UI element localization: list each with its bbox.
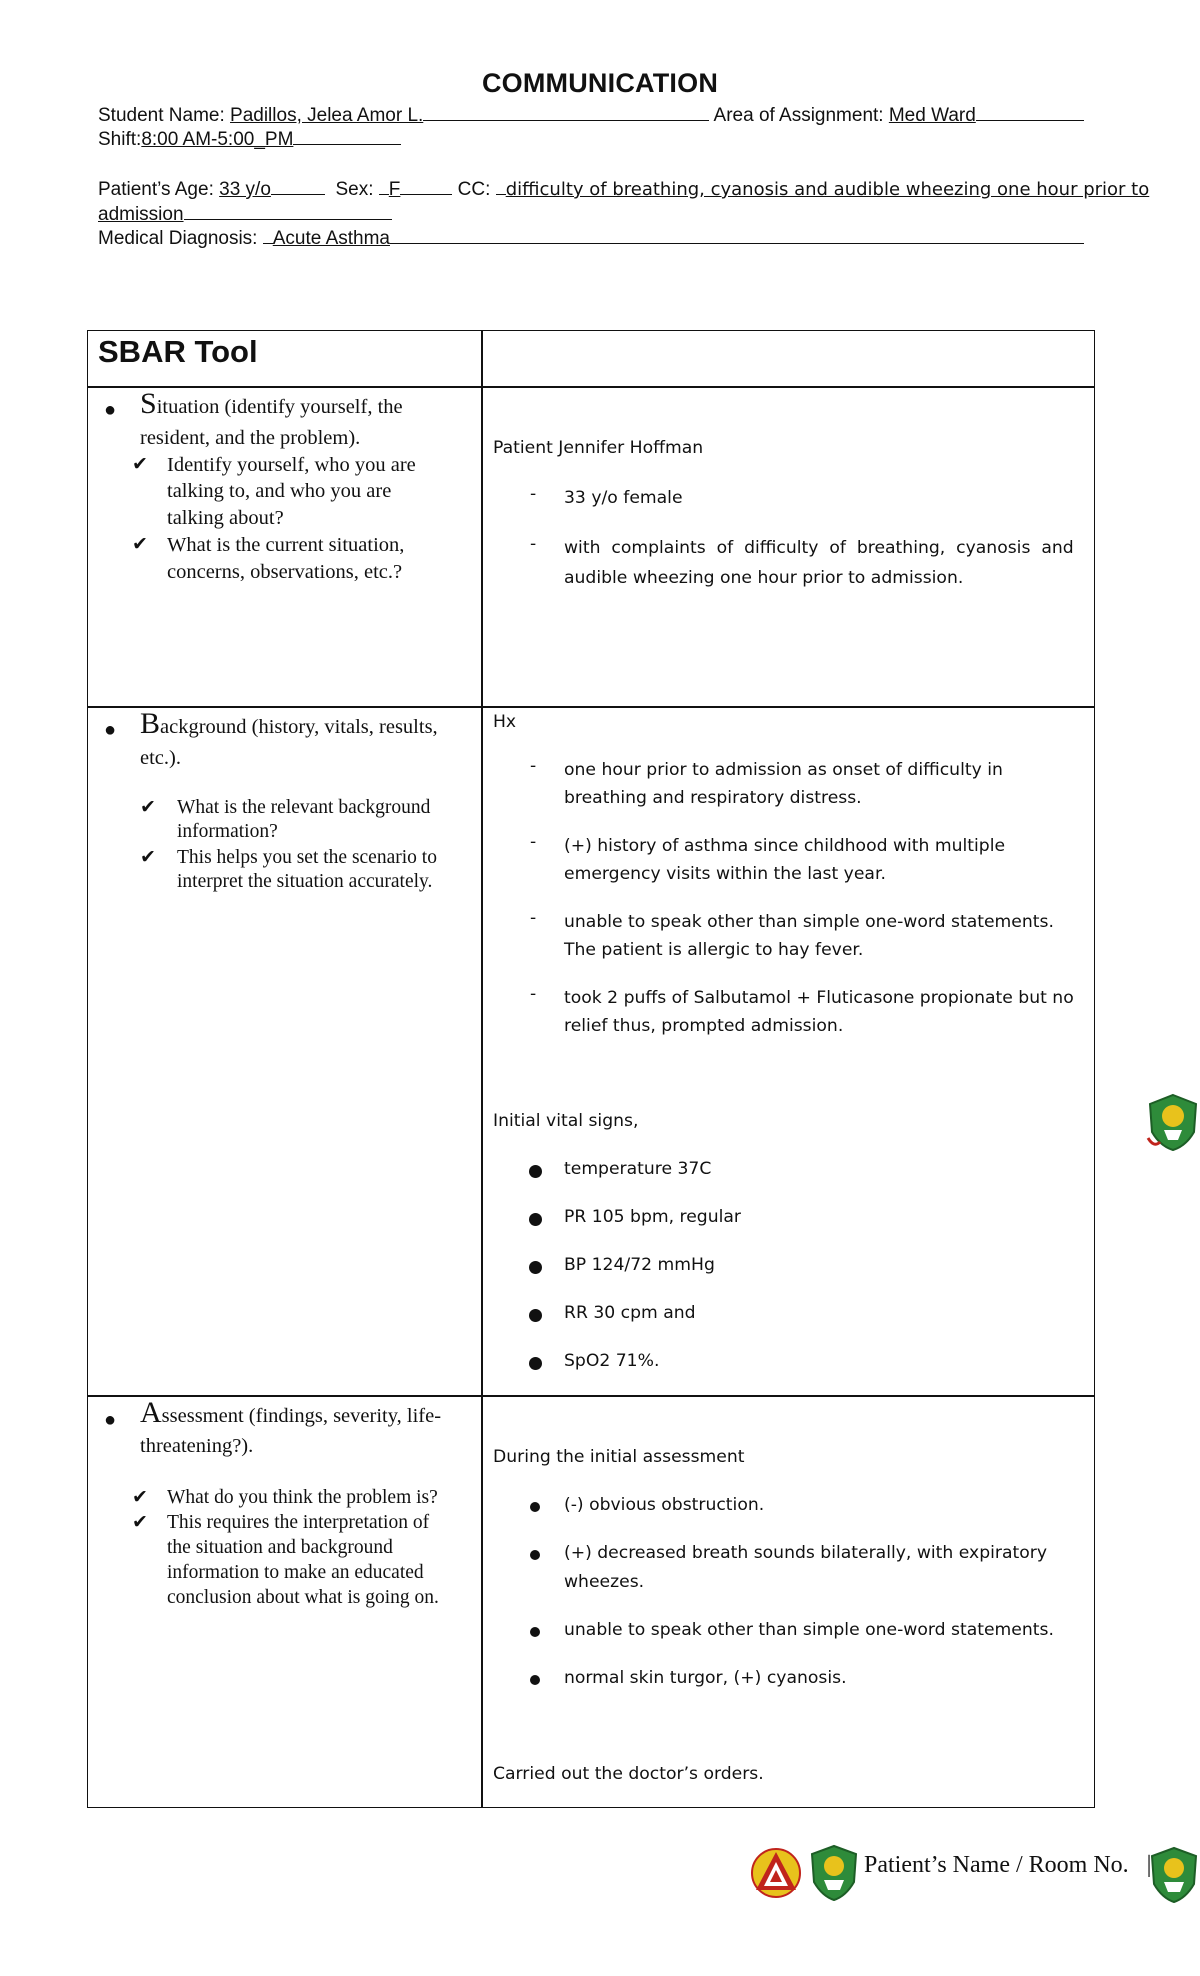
situation-initial: S bbox=[140, 387, 157, 420]
history-item-3-line2: The patient is allergic to hay fever. bbox=[564, 940, 864, 960]
background-initial: B bbox=[140, 707, 161, 740]
page-title: COMMUNICATION bbox=[481, 68, 719, 98]
bullet-icon bbox=[529, 1309, 542, 1322]
vitals-heading: Initial vital signs, bbox=[493, 1111, 639, 1131]
bullet-icon bbox=[529, 1261, 542, 1274]
assessment-question-2: This requires the interpretation of bbox=[167, 1512, 430, 1533]
student-value: Padillos, Jelea Amor L. bbox=[230, 105, 424, 126]
background-heading-line2: etc.). bbox=[140, 747, 181, 769]
school-logo bbox=[1146, 1092, 1200, 1154]
assessment-question-1: What do you think the problem is? bbox=[167, 1487, 438, 1508]
institution-logo bbox=[750, 1846, 802, 1900]
age-label: Patient’s Age: bbox=[98, 179, 214, 200]
shift-value: 8:00 AM-5:00_PM bbox=[141, 129, 294, 150]
bullet-icon bbox=[530, 1627, 540, 1637]
situation-item-complaints: with complaints of difficulty of breathing, cyanosis and bbox=[564, 538, 1074, 558]
fill-line bbox=[293, 126, 401, 145]
background-question-2-line2: interpret the situation accurately. bbox=[177, 871, 433, 892]
situation-question-1-line2: talking to, and who you are bbox=[167, 480, 392, 502]
vital-blood-pressure: BP 124/72 mmHg bbox=[564, 1255, 715, 1275]
footer-patient-room bbox=[864, 1852, 1167, 1879]
situation-question-2: What is the current situation, bbox=[167, 534, 405, 556]
situation-question-1-line3: talking about? bbox=[167, 507, 284, 529]
assessment-finding-4: normal skin turgor, (+) cyanosis. bbox=[564, 1668, 847, 1688]
vital-temperature: temperature 37C bbox=[564, 1159, 712, 1179]
dash-marker: - bbox=[530, 534, 537, 554]
footer-label: Patient’s Name / Room No. bbox=[864, 1852, 1129, 1878]
cc-continued: admission bbox=[98, 204, 184, 225]
fill-line bbox=[184, 201, 392, 220]
history-item-4-line2: relief thus, prompted admission. bbox=[564, 1016, 844, 1036]
fill-line bbox=[379, 176, 389, 195]
cc-value: difficulty of breathing, cyanosis and audible wheezing one hour prior to bbox=[505, 179, 1150, 200]
vital-respiratory-rate: RR 30 cpm and bbox=[564, 1303, 696, 1323]
checkmark-icon: ✔ bbox=[140, 847, 156, 868]
situation-heading-line2: resident, and the problem). bbox=[140, 427, 361, 449]
checkmark-icon: ✔ bbox=[132, 1487, 148, 1508]
situation-item-age: 33 y/o female bbox=[564, 488, 683, 508]
assessment-heading-text: ssessment (findings, severity, life- bbox=[161, 1405, 442, 1427]
dash-marker: - bbox=[530, 908, 537, 928]
diagnosis-label: Medical Diagnosis: bbox=[98, 228, 258, 249]
vital-spo2: SpO2 71%. bbox=[564, 1351, 660, 1371]
diagnosis-value: Acute Asthma bbox=[272, 228, 390, 249]
table-row-divider bbox=[87, 1395, 1095, 1397]
bullet-icon: ● bbox=[104, 719, 117, 741]
bullet-icon bbox=[529, 1357, 542, 1370]
situation-heading-text: ituation (identify yourself, the bbox=[156, 396, 403, 418]
sbar-tool-heading: SBAR Tool bbox=[98, 334, 258, 369]
background-heading-text: ackground (history, vitals, results, bbox=[160, 716, 438, 738]
background-heading bbox=[140, 707, 438, 741]
history-item-1: one hour prior to admission as onset of difficulty in bbox=[564, 760, 1003, 780]
assessment-question-2-line3: information to make an educated bbox=[167, 1562, 424, 1583]
student-label: Student Name: bbox=[98, 105, 225, 126]
checkmark-icon: ✔ bbox=[132, 534, 148, 555]
background-question-2: This helps you set the scenario to bbox=[177, 847, 437, 868]
school-logo bbox=[808, 1844, 860, 1904]
checkmark-icon: ✔ bbox=[132, 1512, 148, 1533]
assessment-finding-3: unable to speak other than simple one-word statements. bbox=[564, 1620, 1054, 1640]
fill-line bbox=[976, 102, 1084, 121]
situation-patient-name: Patient Jennifer Hoffman bbox=[493, 438, 704, 458]
checkmark-icon: ✔ bbox=[132, 454, 148, 475]
situation-heading bbox=[140, 387, 403, 421]
dash-marker: - bbox=[530, 832, 537, 852]
fill-line bbox=[423, 102, 709, 121]
bullet-icon bbox=[529, 1213, 542, 1226]
dash-marker: - bbox=[530, 984, 537, 1004]
dash-marker: - bbox=[530, 756, 537, 776]
situation-question-2-line2: concerns, observations, etc.? bbox=[167, 561, 403, 583]
dash-marker: - bbox=[530, 484, 537, 504]
assessment-question-2-line2: the situation and background bbox=[167, 1537, 393, 1558]
bullet-icon: ● bbox=[104, 399, 117, 421]
assessment-question-2-line4: conclusion about what is going on. bbox=[167, 1587, 439, 1608]
history-item-3: unable to speak other than simple one-word statements. bbox=[564, 912, 1054, 932]
sex-value: F bbox=[388, 179, 401, 200]
bullet-icon: ● bbox=[104, 1409, 117, 1431]
assessment-finding-1: (-) obvious obstruction. bbox=[564, 1495, 765, 1515]
bullet-icon bbox=[530, 1550, 540, 1560]
background-question-1: What is the relevant background bbox=[177, 797, 431, 818]
bullet-icon bbox=[530, 1675, 540, 1685]
background-question-1-line2: information? bbox=[177, 821, 278, 842]
assessment-closing: Carried out the doctor’s orders. bbox=[493, 1764, 764, 1784]
situation-question-1: Identify yourself, who you are bbox=[167, 454, 416, 476]
situation-item-complaints-line2: audible wheezing one hour prior to admission. bbox=[564, 568, 964, 588]
assessment-intro: During the initial assessment bbox=[493, 1447, 745, 1467]
area-value: Med Ward bbox=[888, 105, 976, 126]
table-column-divider bbox=[481, 330, 483, 1808]
bullet-icon bbox=[530, 1502, 540, 1512]
assessment-finding-2: (+) decreased breath sounds bilaterally, with expiratory bbox=[564, 1543, 1047, 1563]
history-item-4: took 2 puffs of Salbutamol + Fluticasone propionate but no bbox=[564, 988, 1074, 1008]
history-heading: Hx bbox=[493, 712, 517, 732]
fill-line bbox=[496, 176, 506, 195]
shift-line bbox=[98, 126, 401, 152]
school-logo bbox=[1148, 1846, 1200, 1904]
checkmark-icon: ✔ bbox=[140, 797, 156, 818]
age-value: 33 y/o bbox=[219, 179, 271, 200]
diagnosis-line bbox=[98, 225, 1084, 251]
fill-line bbox=[400, 176, 452, 195]
fill-line bbox=[263, 225, 273, 244]
sex-label: Sex: bbox=[335, 179, 374, 200]
cc-label: CC: bbox=[457, 179, 491, 200]
assessment-initial: A bbox=[140, 1396, 162, 1429]
area-label: Area of Assignment: bbox=[713, 105, 884, 126]
bullet-icon bbox=[529, 1165, 542, 1178]
assessment-finding-2-line2: wheezes. bbox=[564, 1572, 645, 1592]
footer-separator: | bbox=[1146, 1852, 1152, 1878]
fill-line bbox=[271, 176, 325, 195]
cc-continued-line bbox=[98, 201, 392, 227]
history-item-1-line2: breathing and respiratory distress. bbox=[564, 788, 862, 808]
table-row-divider bbox=[87, 706, 1095, 708]
student-line bbox=[98, 102, 1084, 128]
assessment-heading bbox=[140, 1396, 442, 1430]
vital-pulse: PR 105 bpm, regular bbox=[564, 1207, 741, 1227]
patient-line bbox=[98, 176, 1149, 202]
assessment-heading-line2: threatening?). bbox=[140, 1435, 254, 1457]
shift-label: Shift: bbox=[98, 129, 142, 150]
history-item-2-line2: emergency visits within the last year. bbox=[564, 864, 886, 884]
history-item-2: (+) history of asthma since childhood with multiple bbox=[564, 836, 1006, 856]
fill-line bbox=[390, 225, 1084, 244]
table-row-divider bbox=[87, 386, 1095, 388]
